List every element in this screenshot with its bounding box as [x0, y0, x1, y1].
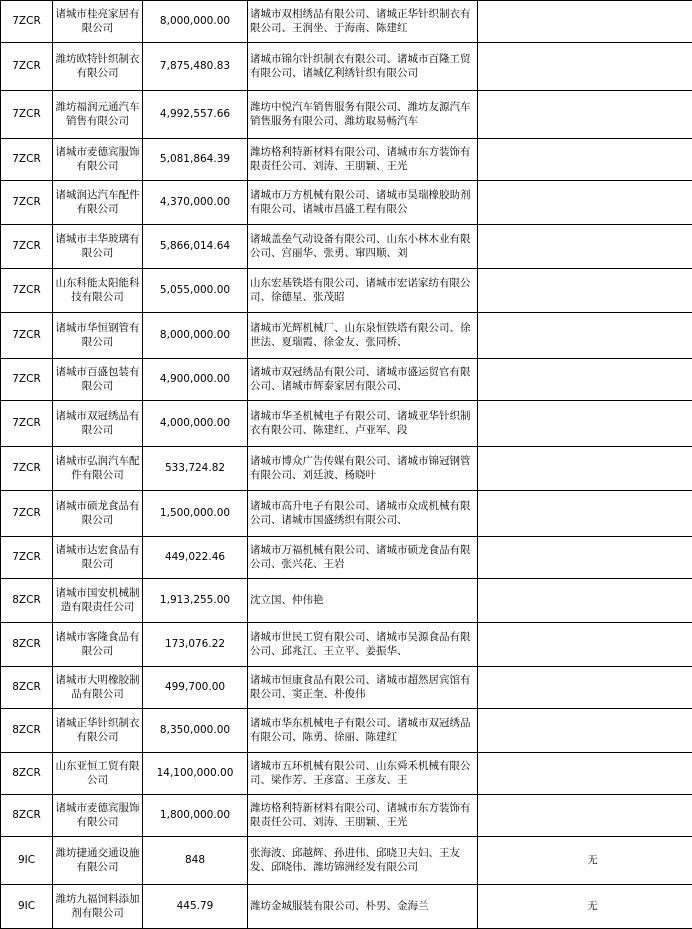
table-row	[1, 447, 692, 491]
cell-guarantors: 诸城市万福机械有限公司、诸城市硕龙食品有限公司、张兴花、王岩	[248, 537, 478, 579]
cell-code: 7ZCR	[1, 181, 53, 225]
cell-guarantors: 诸城市锦尔针织制衣有限公司、诸城市百隆工贸有限公司、诸城亿利绣针织有限公司	[248, 43, 478, 91]
cell-code: 7ZCR	[1, 537, 53, 579]
cell-amount: 449,022.46	[143, 537, 248, 579]
cell-amount: 5,081,864.39	[143, 139, 248, 181]
table-row	[1, 623, 692, 667]
table-row	[1, 313, 692, 359]
cell-guarantors: 诸城市华圣机械电子有限公司、诸城亚华针织制衣有限公司、陈建红、卢亚军、段	[248, 401, 478, 447]
cell-amount: 445.79	[143, 885, 248, 929]
table-row	[1, 709, 692, 753]
table-row	[1, 401, 692, 447]
cell-company-name: 诸城市麦德宾服饰有限公司	[53, 139, 143, 181]
cell-company-name: 诸城市丰华玻璃有限公司	[53, 225, 143, 269]
cell-amount: 4,370,000.00	[143, 181, 248, 225]
cell-company-name: 诸城市双冠绣品有限公司	[53, 401, 143, 447]
cell-note	[478, 225, 692, 269]
cell-company-name: 诸城市客隆食品有限公司	[53, 623, 143, 667]
cell-guarantors: 潍坊格利特新材料有限公司、诸城市东方装饰有限责任公司、刘涛、王朋颖、王光	[248, 139, 478, 181]
table-row	[1, 1, 692, 43]
cell-guarantors: 诸城市恒康食品有限公司、诸城市超然居宾馆有限公司、窦正奎、朴俊伟	[248, 667, 478, 709]
cell-code: 7ZCR	[1, 313, 53, 359]
cell-amount: 8,000,000.00	[143, 313, 248, 359]
cell-code: 8ZCR	[1, 753, 53, 795]
cell-note	[478, 91, 692, 139]
cell-amount: 1,500,000.00	[143, 491, 248, 537]
cell-code: 7ZCR	[1, 269, 53, 313]
cell-amount: 1,800,000.00	[143, 795, 248, 837]
cell-company-name: 诸城市大明橡胶制品有限公司	[53, 667, 143, 709]
cell-guarantors: 诸城盖垒气动设备有限公司、山东小林木业有限公司、宫丽华、张勇、窜四顺、刘	[248, 225, 478, 269]
cell-code: 7ZCR	[1, 491, 53, 537]
cell-note	[478, 359, 692, 401]
cell-code: 9IC	[1, 885, 53, 929]
cell-amount: 14,100,000.00	[143, 753, 248, 795]
cell-note	[478, 709, 692, 753]
table-row	[1, 225, 692, 269]
cell-note	[478, 181, 692, 225]
cell-amount: 5,055,000.00	[143, 269, 248, 313]
cell-note: 无	[478, 837, 692, 885]
table-row	[1, 795, 692, 837]
cell-note	[478, 491, 692, 537]
cell-company-name: 诸城市硕龙食品有限公司	[53, 491, 143, 537]
cell-guarantors: 诸城市光辉机械厂、山东泉恒铁塔有限公司、徐世法、夏瑞霞、徐金友、张同桥、	[248, 313, 478, 359]
cell-amount: 499,700.00	[143, 667, 248, 709]
cell-note	[478, 795, 692, 837]
cell-note	[478, 537, 692, 579]
cell-guarantors: 诸城市双冠绣品有限公司、诸城市盛运贸官有限公司、诸城市辉泰家居有限公司、	[248, 359, 478, 401]
cell-company-name: 诸城市弘润汽车配件有限公司	[53, 447, 143, 491]
cell-guarantors: 诸城市双相绣品有限公司、诸城正华针织制衣有限公司、王润坐、于海南、陈建红	[248, 1, 478, 43]
cell-note	[478, 139, 692, 181]
table-row	[1, 753, 692, 795]
cell-guarantors: 诸城市博众广告传媒有限公司、诸城市锦冠钢管有限公司、刘廷波、杨晓叶	[248, 447, 478, 491]
table-row	[1, 269, 692, 313]
cell-amount: 5,866,014.64	[143, 225, 248, 269]
cell-code: 7ZCR	[1, 91, 53, 139]
table-body	[1, 1, 692, 929]
cell-note	[478, 579, 692, 623]
cell-amount: 173,076.22	[143, 623, 248, 667]
cell-company-name: 山东科能太阳能科技有限公司	[53, 269, 143, 313]
table-row	[1, 837, 692, 885]
cell-note	[478, 313, 692, 359]
table-row	[1, 139, 692, 181]
cell-code: 7ZCR	[1, 139, 53, 181]
cell-guarantors: 潍坊格利特新材料有限公司、诸城市东方装饰有限责任公司、刘涛、王朋颖、王光	[248, 795, 478, 837]
table-row	[1, 91, 692, 139]
table-row	[1, 885, 692, 929]
cell-company-name: 潍坊捷通交通设施有限公司	[53, 837, 143, 885]
cell-amount: 4,992,557.66	[143, 91, 248, 139]
cell-company-name: 诸城正华针织制衣有限公司	[53, 709, 143, 753]
cell-amount: 848	[143, 837, 248, 885]
cell-note	[478, 43, 692, 91]
cell-note	[478, 623, 692, 667]
cell-note: 无	[478, 885, 692, 929]
cell-note	[478, 401, 692, 447]
cell-company-name: 诸城市国安机械制造有限责任公司	[53, 579, 143, 623]
cell-guarantors: 潍坊中悦汽车销售服务有限公司、潍坊友源汽车销售服务有限公司、潍坊取易畅汽车	[248, 91, 478, 139]
cell-guarantors: 山东宏基铁塔有限公司、诸城市宏诺家纺有限公司、徐德星、张茂昭	[248, 269, 478, 313]
cell-note	[478, 269, 692, 313]
cell-code: 7ZCR	[1, 401, 53, 447]
cell-company-name: 诸城市达宏食品有限公司	[53, 537, 143, 579]
cell-note	[478, 753, 692, 795]
cell-amount: 4,000,000.00	[143, 401, 248, 447]
cell-code: 8ZCR	[1, 579, 53, 623]
cell-note	[478, 1, 692, 43]
cell-guarantors: 沈立国、仲伟艳	[248, 579, 478, 623]
cell-company-name: 山东亚恒工贸有限公司	[53, 753, 143, 795]
cell-company-name: 诸城市桂亮家居有限公司	[53, 1, 143, 43]
cell-amount: 7,875,480.83	[143, 43, 248, 91]
table-row	[1, 359, 692, 401]
cell-amount: 8,000,000.00	[143, 1, 248, 43]
cell-guarantors: 诸城市华东机械电子有限公司、诸城市双冠绣品有限公司、陈勇、徐丽、陈建红	[248, 709, 478, 753]
cell-company-name: 诸城市百盛包装有限公司	[53, 359, 143, 401]
table-row	[1, 667, 692, 709]
cell-amount: 533,724.82	[143, 447, 248, 491]
cell-code: 7ZCR	[1, 447, 53, 491]
cell-guarantors: 潍坊金城服装有限公司、朴男、金海兰	[248, 885, 478, 929]
cell-code: 8ZCR	[1, 709, 53, 753]
cell-code: 9IC	[1, 837, 53, 885]
cell-company-name: 诸城润达汽车配件有限公司	[53, 181, 143, 225]
table-row	[1, 43, 692, 91]
cell-guarantors: 诸城市高升电子有限公司、诸城市众成机械有限公司、诸城市国盛绣织有限公司、	[248, 491, 478, 537]
cell-guarantors: 诸城市五环机械有限公司、山东舜禾机械有限公司、梁作芳、王彦富、王彦友、王	[248, 753, 478, 795]
cell-code: 7ZCR	[1, 1, 53, 43]
cell-amount: 4,900,000.00	[143, 359, 248, 401]
cell-note	[478, 667, 692, 709]
table-row	[1, 491, 692, 537]
cell-company-name: 潍坊福润元通汽车销售有限公司	[53, 91, 143, 139]
table-row	[1, 537, 692, 579]
cell-code: 8ZCR	[1, 795, 53, 837]
cell-company-name: 潍坊九福饲料添加剂有限公司	[53, 885, 143, 929]
table-row	[1, 579, 692, 623]
cell-guarantors: 张海波、邱越辉、孙进伟、邱晓卫夫妇、王友发、邱晓伟、潍坊锦洲经发有限公司	[248, 837, 478, 885]
cell-company-name: 潍坊欧特针织制衣有限公司	[53, 43, 143, 91]
cell-code: 8ZCR	[1, 667, 53, 709]
cell-company-name: 诸城市麦德宾服饰有限公司	[53, 795, 143, 837]
cell-amount: 8,350,000.00	[143, 709, 248, 753]
cell-code: 7ZCR	[1, 225, 53, 269]
cell-guarantors: 诸城市万方机械有限公司、诸城市昊瑞橡胶助剂有限公司、诸城市昌盛工程有限公	[248, 181, 478, 225]
cell-amount: 1,913,255.00	[143, 579, 248, 623]
cell-company-name: 诸城市华恒钢管有限公司	[53, 313, 143, 359]
cell-code: 8ZCR	[1, 623, 53, 667]
table-row	[1, 181, 692, 225]
cell-code: 7ZCR	[1, 43, 53, 91]
cell-note	[478, 447, 692, 491]
cell-code: 7ZCR	[1, 359, 53, 401]
cell-guarantors: 诸城市世民工贸有限公司、诸城市吴源食品有限公司、邱兆江、王立平、姜振华、	[248, 623, 478, 667]
